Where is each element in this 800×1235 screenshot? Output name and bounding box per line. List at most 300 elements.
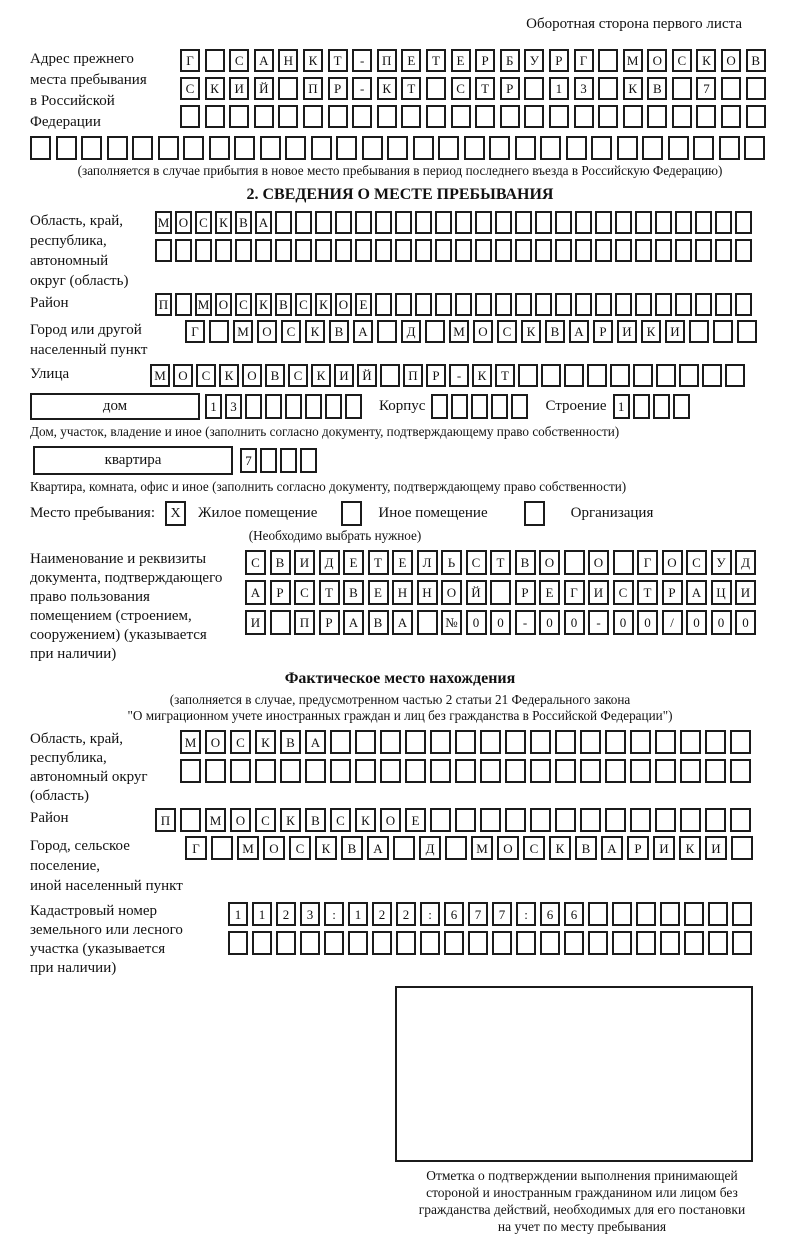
char-box[interactable] [426,105,446,128]
char-box[interactable]: О [175,211,192,234]
char-box[interactable]: К [641,320,661,343]
char-box[interactable] [689,320,709,343]
char-box[interactable] [480,808,501,832]
char-box[interactable] [387,136,408,160]
char-box[interactable] [511,394,528,419]
char-box[interactable] [656,364,676,387]
char-box[interactable]: В [265,364,285,387]
char-box[interactable]: Д [419,836,441,860]
char-box[interactable] [642,136,663,160]
char-box[interactable] [275,211,292,234]
char-box[interactable] [721,105,741,128]
char-box[interactable] [673,394,690,419]
char-box[interactable]: 7 [468,902,488,926]
char-box[interactable]: А [343,610,364,635]
char-box[interactable]: В [343,580,364,605]
char-box[interactable] [415,211,432,234]
char-box[interactable] [715,211,732,234]
char-box[interactable]: 0 [613,610,634,635]
char-box[interactable]: 2 [276,902,296,926]
char-box[interactable]: 1 [228,902,248,926]
char-box[interactable]: О [215,293,232,316]
char-box[interactable] [505,808,526,832]
char-box[interactable] [735,239,752,262]
char-box[interactable] [541,364,561,387]
char-box[interactable]: О [335,293,352,316]
char-box[interactable]: С [281,320,301,343]
char-box[interactable]: С [451,77,471,100]
char-box[interactable] [81,136,102,160]
char-box[interactable]: Р [500,77,520,100]
char-box[interactable]: Д [319,550,340,575]
char-box[interactable]: К [355,808,376,832]
char-box[interactable] [598,77,618,100]
char-box[interactable] [260,136,281,160]
char-box[interactable]: Р [270,580,291,605]
char-box[interactable]: А [254,49,274,72]
char-box[interactable] [655,759,676,783]
char-box[interactable]: 2 [396,902,416,926]
char-box[interactable]: С [289,836,311,860]
char-box[interactable]: В [515,550,536,575]
char-box[interactable]: К [315,836,337,860]
char-box[interactable]: С [613,580,634,605]
char-box[interactable] [278,105,298,128]
char-box[interactable] [335,239,352,262]
char-box[interactable] [612,902,632,926]
char-box[interactable]: Г [637,550,658,575]
char-box[interactable]: О [263,836,285,860]
char-box[interactable] [575,293,592,316]
char-box[interactable] [303,105,323,128]
char-box[interactable] [395,211,412,234]
char-box[interactable]: П [303,77,323,100]
char-box[interactable] [229,105,249,128]
char-box[interactable]: 0 [564,610,585,635]
char-box[interactable]: В [647,77,667,100]
char-box[interactable] [515,293,532,316]
char-box[interactable]: К [280,808,301,832]
char-box[interactable]: А [686,580,707,605]
char-box[interactable] [675,293,692,316]
char-box[interactable]: Е [392,550,413,575]
char-box[interactable] [405,759,426,783]
char-box[interactable] [705,759,726,783]
char-box[interactable] [635,211,652,234]
char-box[interactable]: П [294,610,315,635]
char-box[interactable] [695,211,712,234]
char-box[interactable]: С [295,293,312,316]
char-box[interactable] [345,394,362,419]
char-box[interactable]: 7 [696,77,716,100]
char-box[interactable] [435,293,452,316]
char-box[interactable] [444,931,464,955]
char-box[interactable]: К [472,364,492,387]
char-box[interactable] [195,239,212,262]
char-box[interactable]: - [515,610,536,635]
char-box[interactable] [655,239,672,262]
char-box[interactable]: А [245,580,266,605]
char-box[interactable] [588,902,608,926]
char-box[interactable] [684,902,704,926]
char-box[interactable]: Р [549,49,569,72]
char-box[interactable] [574,105,594,128]
char-box[interactable]: Г [180,49,200,72]
char-box[interactable] [305,394,322,419]
char-box[interactable] [588,931,608,955]
char-box[interactable]: Г [564,580,585,605]
char-box[interactable]: Г [185,320,205,343]
char-box[interactable] [490,580,511,605]
char-box[interactable] [524,105,544,128]
char-box[interactable] [215,239,232,262]
char-box[interactable] [655,808,676,832]
char-box[interactable] [713,320,733,343]
char-box[interactable]: 0 [466,610,487,635]
char-box[interactable]: В [270,550,291,575]
char-box[interactable]: 1 [549,77,569,100]
char-box[interactable] [265,394,282,419]
char-box[interactable] [695,293,712,316]
char-box[interactable] [732,931,752,955]
char-box[interactable]: О [441,580,462,605]
char-box[interactable]: С [180,77,200,100]
char-box[interactable]: Н [417,580,438,605]
char-box[interactable] [455,759,476,783]
char-box[interactable] [505,759,526,783]
char-box[interactable]: М [471,836,493,860]
char-box[interactable] [311,136,332,160]
char-box[interactable] [635,239,652,262]
char-box[interactable]: Т [328,49,348,72]
char-box[interactable] [209,320,229,343]
char-box[interactable]: Р [475,49,495,72]
char-box[interactable]: О [721,49,741,72]
char-box[interactable] [415,293,432,316]
char-box[interactable] [413,136,434,160]
char-box[interactable] [234,136,255,160]
char-box[interactable] [555,759,576,783]
char-box[interactable] [278,77,298,100]
char-box[interactable] [555,239,572,262]
char-box[interactable]: У [711,550,732,575]
char-box[interactable] [355,730,376,754]
char-box[interactable] [575,211,592,234]
char-box[interactable] [355,211,372,234]
char-box[interactable]: О [380,808,401,832]
char-box[interactable] [575,239,592,262]
char-box[interactable]: 0 [735,610,756,635]
char-box[interactable]: М [205,808,226,832]
char-box[interactable] [280,448,297,473]
char-box[interactable]: В [235,211,252,234]
char-box[interactable] [515,239,532,262]
char-box[interactable] [468,931,488,955]
char-box[interactable] [330,730,351,754]
char-box[interactable] [380,759,401,783]
char-box[interactable]: - [352,49,372,72]
char-box[interactable] [375,211,392,234]
char-box[interactable]: О [539,550,560,575]
char-box[interactable] [355,239,372,262]
char-box[interactable] [591,136,612,160]
char-box[interactable] [655,293,672,316]
char-box[interactable] [580,808,601,832]
char-box[interactable] [675,239,692,262]
char-box[interactable] [633,394,650,419]
char-box[interactable] [475,105,495,128]
char-box[interactable] [158,136,179,160]
char-box[interactable] [612,931,632,955]
char-box[interactable] [300,931,320,955]
char-box[interactable]: О [662,550,683,575]
char-box[interactable]: Р [426,364,446,387]
char-box[interactable]: 6 [564,902,584,926]
char-box[interactable]: К [521,320,541,343]
char-box[interactable] [653,394,670,419]
char-box[interactable] [180,759,201,783]
char-box[interactable]: 0 [686,610,707,635]
char-box[interactable] [695,239,712,262]
char-box[interactable] [630,730,651,754]
char-box[interactable]: 0 [637,610,658,635]
char-box[interactable] [205,105,225,128]
char-box[interactable] [455,239,472,262]
char-box[interactable]: Б [500,49,520,72]
char-box[interactable]: И [665,320,685,343]
char-box[interactable]: А [367,836,389,860]
char-box[interactable]: М [155,211,172,234]
char-box[interactable]: Г [574,49,594,72]
char-box[interactable] [425,320,445,343]
char-box[interactable]: Т [637,580,658,605]
char-box[interactable]: Т [368,550,389,575]
char-box[interactable] [615,239,632,262]
char-box[interactable]: О [242,364,262,387]
stay-checkbox-other[interactable] [341,501,362,526]
char-box[interactable]: М [623,49,643,72]
char-box[interactable]: : [324,902,344,926]
char-box[interactable] [393,836,415,860]
char-box[interactable] [155,239,172,262]
char-box[interactable]: - [449,364,469,387]
char-box[interactable] [613,550,634,575]
char-box[interactable] [228,931,248,955]
char-box[interactable] [555,211,572,234]
char-box[interactable]: Е [539,580,560,605]
char-box[interactable] [431,394,448,419]
char-box[interactable] [175,239,192,262]
char-box[interactable]: А [353,320,373,343]
char-box[interactable] [426,77,446,100]
char-box[interactable] [285,394,302,419]
char-box[interactable]: В [341,836,363,860]
char-box[interactable]: Р [662,580,683,605]
char-box[interactable]: В [275,293,292,316]
char-box[interactable]: И [653,836,675,860]
char-box[interactable]: А [392,610,413,635]
char-box[interactable] [205,49,225,72]
char-box[interactable] [530,759,551,783]
char-box[interactable]: П [377,49,397,72]
char-box[interactable]: В [746,49,766,72]
char-box[interactable]: К [205,77,225,100]
char-box[interactable] [615,211,632,234]
char-box[interactable]: К [303,49,323,72]
char-box[interactable] [380,364,400,387]
char-box[interactable]: С [235,293,252,316]
char-box[interactable] [254,105,274,128]
char-box[interactable]: Т [490,550,511,575]
char-box[interactable] [731,836,753,860]
char-box[interactable] [315,239,332,262]
char-box[interactable] [684,931,704,955]
char-box[interactable]: С [230,730,251,754]
char-box[interactable] [175,293,192,316]
char-box[interactable]: С [245,550,266,575]
char-box[interactable] [435,211,452,234]
char-box[interactable] [255,759,276,783]
char-box[interactable]: К [696,49,716,72]
char-box[interactable]: Д [735,550,756,575]
char-box[interactable]: Т [319,580,340,605]
char-box[interactable]: Р [593,320,613,343]
char-box[interactable]: С [330,808,351,832]
char-box[interactable] [430,730,451,754]
char-box[interactable] [435,239,452,262]
char-box[interactable] [252,931,272,955]
char-box[interactable]: К [377,77,397,100]
char-box[interactable] [598,49,618,72]
char-box[interactable] [451,105,471,128]
char-box[interactable]: Г [185,836,207,860]
char-box[interactable]: Й [254,77,274,100]
char-box[interactable]: М [150,364,170,387]
char-box[interactable] [715,293,732,316]
char-box[interactable] [655,730,676,754]
char-box[interactable]: № [441,610,462,635]
char-box[interactable]: - [352,77,372,100]
char-box[interactable] [746,77,766,100]
char-box[interactable]: 6 [444,902,464,926]
char-box[interactable]: 6 [540,902,560,926]
char-box[interactable]: О [588,550,609,575]
char-box[interactable] [549,105,569,128]
char-box[interactable] [380,730,401,754]
char-box[interactable]: А [255,211,272,234]
char-box[interactable] [328,105,348,128]
char-box[interactable]: - [588,610,609,635]
char-box[interactable]: : [420,902,440,926]
char-box[interactable] [295,211,312,234]
char-box[interactable]: 7 [492,902,512,926]
char-box[interactable] [107,136,128,160]
char-box[interactable] [255,239,272,262]
char-box[interactable] [405,730,426,754]
char-box[interactable] [480,730,501,754]
char-box[interactable] [702,364,722,387]
char-box[interactable]: У [524,49,544,72]
char-box[interactable] [475,211,492,234]
char-box[interactable]: 1 [252,902,272,926]
char-box[interactable] [708,931,728,955]
char-box[interactable] [675,211,692,234]
char-box[interactable]: Т [426,49,446,72]
char-box[interactable] [564,931,584,955]
char-box[interactable]: М [233,320,253,343]
char-box[interactable] [336,136,357,160]
char-box[interactable] [540,931,560,955]
char-box[interactable] [480,759,501,783]
char-box[interactable]: 0 [539,610,560,635]
char-box[interactable]: К [623,77,643,100]
char-box[interactable] [518,364,538,387]
char-box[interactable] [535,211,552,234]
char-box[interactable] [491,394,508,419]
char-box[interactable]: С [229,49,249,72]
char-box[interactable]: : [516,902,536,926]
char-box[interactable] [180,105,200,128]
char-box[interactable] [530,808,551,832]
char-box[interactable]: В [368,610,389,635]
char-box[interactable] [735,293,752,316]
char-box[interactable]: Ь [441,550,462,575]
char-box[interactable] [580,730,601,754]
char-box[interactable]: М [449,320,469,343]
char-box[interactable] [730,730,751,754]
char-box[interactable]: О [473,320,493,343]
char-box[interactable] [270,610,291,635]
char-box[interactable] [668,136,689,160]
char-box[interactable] [475,293,492,316]
char-box[interactable]: Р [328,77,348,100]
char-box[interactable]: И [294,550,315,575]
char-box[interactable] [535,239,552,262]
char-box[interactable] [515,211,532,234]
char-box[interactable] [375,293,392,316]
char-box[interactable]: К [215,211,232,234]
char-box[interactable] [696,105,716,128]
char-box[interactable]: Е [401,49,421,72]
char-box[interactable] [455,730,476,754]
char-box[interactable] [420,931,440,955]
char-box[interactable] [564,364,584,387]
char-box[interactable]: С [497,320,517,343]
char-box[interactable] [636,902,656,926]
char-box[interactable]: / [662,610,683,635]
char-box[interactable]: М [237,836,259,860]
char-box[interactable]: И [588,580,609,605]
char-box[interactable]: К [219,364,239,387]
char-box[interactable] [489,136,510,160]
char-box[interactable] [730,808,751,832]
char-box[interactable] [617,136,638,160]
char-box[interactable] [417,610,438,635]
char-box[interactable] [315,211,332,234]
char-box[interactable] [680,808,701,832]
char-box[interactable]: С [288,364,308,387]
char-box[interactable]: В [329,320,349,343]
char-box[interactable] [375,239,392,262]
char-box[interactable] [492,931,512,955]
char-box[interactable] [500,105,520,128]
char-box[interactable]: Ц [711,580,732,605]
char-box[interactable]: Р [627,836,649,860]
char-box[interactable] [516,931,536,955]
char-box[interactable]: И [229,77,249,100]
char-box[interactable] [555,730,576,754]
char-box[interactable]: Е [368,580,389,605]
